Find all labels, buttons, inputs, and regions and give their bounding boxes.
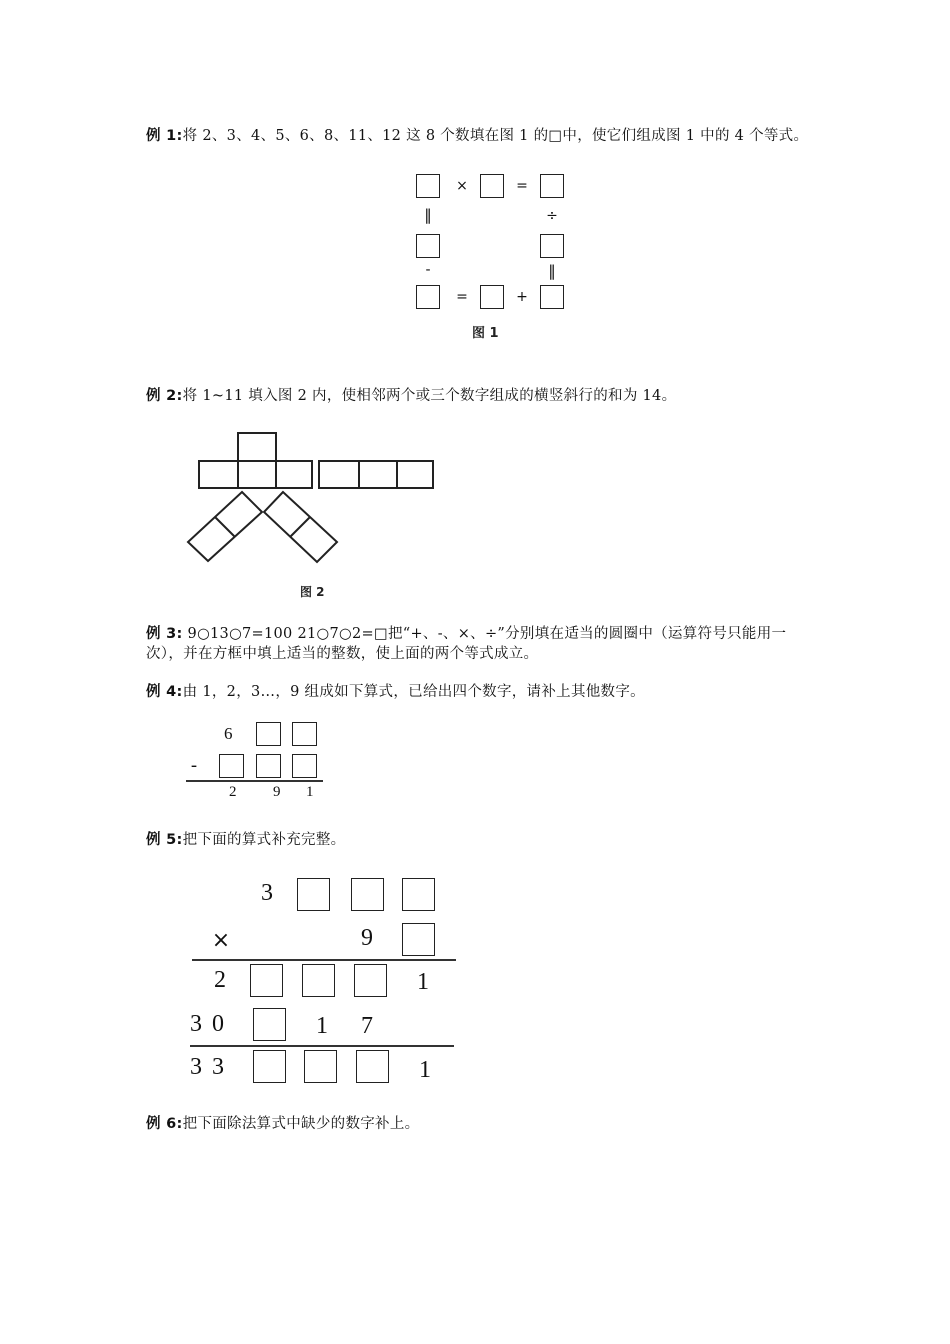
fig4-box: [219, 754, 244, 778]
fig2-cell: [359, 461, 397, 488]
fig2-cell: [199, 461, 238, 488]
minus-sign: -: [190, 755, 198, 776]
times-sign: ×: [211, 928, 231, 953]
given-digit: 3: [261, 880, 273, 906]
given-digit: 2: [214, 967, 226, 993]
fig5-box: [402, 878, 435, 911]
fig2-left-divider: [215, 517, 235, 537]
example-6: [146, 1114, 811, 1134]
fig5-box: [351, 878, 384, 911]
given-digit: 6: [224, 724, 233, 743]
example-1-text: 将 2、3、4、5、6、8、11、12 这 8 个数填在图 1 的□中，使它们组成图 1 中的 4 个等式。: [182, 128, 809, 144]
fig4-box: [256, 754, 281, 778]
fig1-box: [540, 285, 564, 309]
given-digit: 1: [316, 1013, 328, 1039]
equals-sign: =: [516, 178, 528, 194]
fig5-box: [250, 964, 283, 997]
example-1-label: 例 1:: [146, 128, 183, 144]
product-line: [192, 959, 456, 961]
fig5-box: [302, 964, 335, 997]
fig1-box: [416, 234, 440, 258]
given-digit: 3 0: [190, 1011, 226, 1037]
example-3-label: 例 3:: [146, 626, 183, 642]
given-digit: 1: [306, 784, 314, 800]
equals-sign: =: [456, 289, 468, 305]
plus-sign: +: [516, 289, 528, 305]
fig5-box: [253, 1050, 286, 1083]
fig1-box: [480, 174, 504, 198]
fig1-box: [540, 174, 564, 198]
given-digit: 1: [417, 969, 429, 995]
fig1-box: [416, 174, 440, 198]
fig2-cell: [238, 433, 276, 461]
fig2-right-divider: [290, 517, 310, 537]
divide-sign: ÷: [546, 208, 558, 224]
example-4-text: 由 1，2，3…，9 组成如下算式，已给出四个数字，请补上其他数字。: [182, 684, 645, 700]
example-1: [146, 126, 811, 146]
example-2: [146, 386, 811, 406]
fig1-box: [416, 285, 440, 309]
example-2-label: 例 2:: [146, 388, 183, 404]
result-line: [186, 780, 323, 782]
fig5-box: [354, 964, 387, 997]
parallel-sign: ‖: [548, 262, 556, 280]
given-digit: 3 3: [190, 1054, 226, 1080]
parallel-sign: ‖: [424, 206, 432, 224]
times-sign: ×: [456, 178, 468, 194]
example-6-text: 把下面除法算式中缺少的数字补上。: [182, 1116, 420, 1132]
fig5-box: [304, 1050, 337, 1083]
fig5-box: [297, 878, 330, 911]
example-3-text: 9○13○7=100 21○7○2=□把“+、-、×、÷”分别填在适当的圆圈中（运算符号只能用一次），并在方框中填上适当的整数，使上面的两个等式成立。: [146, 626, 787, 662]
fig4-box: [256, 722, 281, 746]
minus-sign: -: [425, 262, 431, 278]
example-5-text: 把下面的算式补充完整。: [182, 832, 346, 848]
sum-line: [190, 1045, 454, 1047]
fig1-box: [540, 234, 564, 258]
fig5-box: [253, 1008, 286, 1041]
given-digit: 7: [361, 1013, 373, 1039]
fig5-box: [402, 923, 435, 956]
fig2-cell: [238, 461, 276, 488]
fig2-cell: [397, 461, 433, 488]
example-2-text: 将 1~11 填入图 2 内，使相邻两个或三个数字组成的横竖斜行的和为 14。: [182, 388, 677, 404]
fig1-box: [480, 285, 504, 309]
given-digit: 2: [229, 784, 237, 800]
example-5: [146, 830, 811, 850]
given-digit: 1: [419, 1057, 431, 1083]
fig2-cell: [276, 461, 312, 488]
fig5-box: [356, 1050, 389, 1083]
given-digit: 9: [273, 784, 281, 800]
fig2-cell: [319, 461, 359, 488]
figure-2-caption: 图 2: [300, 585, 325, 599]
fig4-box: [292, 754, 317, 778]
example-3: [146, 624, 811, 664]
fig4-box: [292, 722, 317, 746]
example-4-label: 例 4:: [146, 684, 183, 700]
example-4: [146, 682, 811, 702]
figure-1-caption: 图 1: [472, 326, 499, 341]
example-5-label: 例 5:: [146, 832, 183, 848]
given-digit: 9: [361, 925, 373, 951]
example-6-label: 例 6:: [146, 1116, 183, 1132]
